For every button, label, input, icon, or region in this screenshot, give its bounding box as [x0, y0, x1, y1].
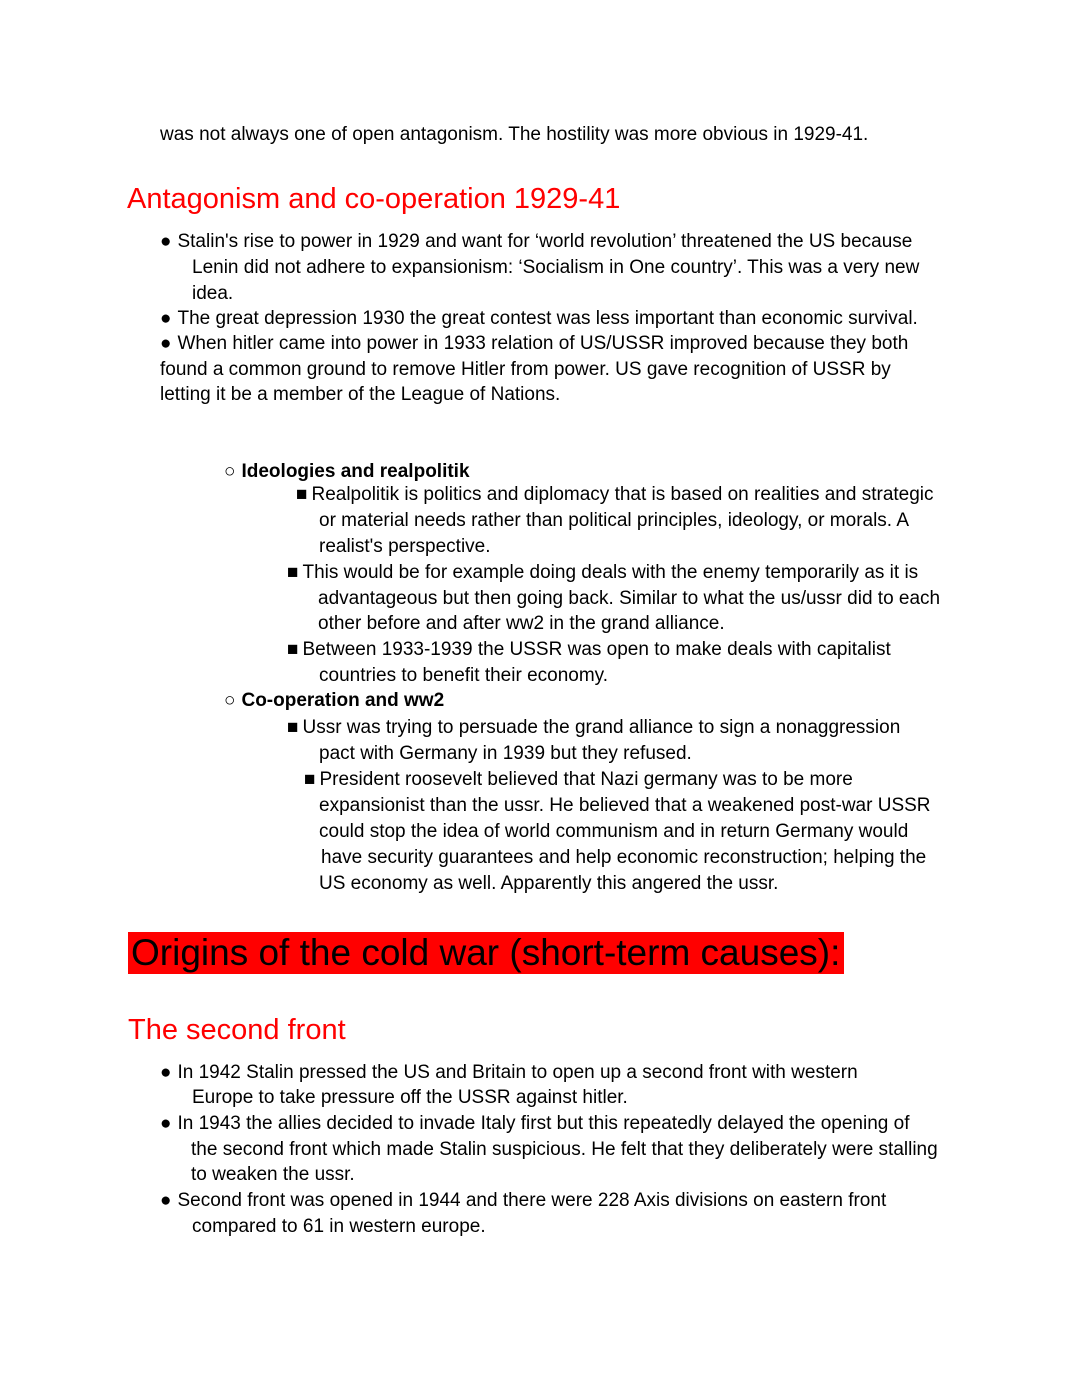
list-continuation: or material needs rather than political principles, ideology, or morals. A — [319, 510, 909, 531]
bullet-icon: ● — [160, 1113, 172, 1134]
bullet-item: ● The great depression 1930 the great contest was less important than economic survival. — [160, 306, 918, 332]
section-heading-antagonism: Antagonism and co-operation 1929-41 — [127, 183, 621, 215]
bullet-continuation: compared to 61 in western europe. — [192, 1216, 486, 1237]
subheading-ideologies: ○ Ideologies and realpolitik — [224, 459, 470, 485]
circle-bullet-icon: ○ — [224, 461, 236, 482]
bullet-continuation: idea. — [192, 283, 234, 304]
main-heading-origins: Origins of the cold war (short-term causes): — [128, 932, 844, 974]
bullet-continuation: found a common ground to remove Hitler from power. US gave recognition of USSR by — [160, 359, 891, 380]
list-continuation: have security guarantees and help economic reconstruction; helping the — [321, 847, 927, 868]
bullet-item: ● When hitler came into power in 1933 relation of US/USSR improved because they both — [160, 331, 908, 357]
list-continuation: advantageous but then going back. Similar to what the us/ussr did to each — [318, 588, 941, 609]
bullet-continuation: Lenin did not adhere to expansionism: ‘Socialism in One country’. This was a very new — [192, 257, 920, 278]
list-continuation: realist's perspective. — [319, 536, 491, 557]
bullet-icon: ● — [160, 333, 172, 354]
bullet-item: ● Second front was opened in 1944 and there were 228 Axis divisions on eastern front — [160, 1188, 886, 1214]
bullet-item: ● In 1943 the allies decided to invade Italy first but this repeatedly delayed the opening of — [160, 1111, 909, 1137]
bullet-continuation: the second front which made Stalin suspicious. He felt that they deliberately were stalling — [191, 1139, 938, 1160]
list-continuation: countries to benefit their economy. — [319, 665, 609, 686]
circle-bullet-icon: ○ — [224, 690, 236, 711]
square-bullet-icon: ■ — [287, 639, 299, 660]
section-heading-second-front: The second front — [128, 1014, 346, 1046]
bullet-continuation: to weaken the ussr. — [191, 1164, 355, 1185]
bullet-item: ● In 1942 Stalin pressed the US and Britain to open up a second front with western — [160, 1060, 858, 1086]
bullet-icon: ● — [160, 231, 172, 252]
list-item: ■ This would be for example doing deals with the enemy temporarily as it is — [287, 560, 918, 586]
bullet-icon: ● — [160, 1062, 172, 1083]
list-item: ■ Between 1933-1939 the USSR was open to make deals with capitalist — [287, 637, 891, 663]
bullet-icon: ● — [160, 308, 172, 329]
list-continuation: US economy as well. Apparently this angered the ussr. — [319, 873, 779, 894]
bullet-continuation: Europe to take pressure off the USSR against hitler. — [192, 1087, 628, 1108]
bullet-icon: ● — [160, 1190, 172, 1211]
list-item: ■ President roosevelt believed that Nazi germany was to be more — [304, 767, 853, 793]
list-continuation: expansionist than the ussr. He believed that a weakened post-war USSR — [319, 795, 931, 816]
list-item: ■ Ussr was trying to persuade the grand alliance to sign a nonaggression — [287, 715, 900, 741]
bullet-continuation: letting it be a member of the League of Nations. — [160, 384, 561, 405]
list-continuation: could stop the idea of world communism and in return Germany would — [319, 821, 909, 842]
square-bullet-icon: ■ — [296, 484, 308, 505]
square-bullet-icon: ■ — [287, 717, 299, 738]
list-continuation: pact with Germany in 1939 but they refused. — [319, 743, 692, 764]
intro-text: was not always one of open antagonism. The hostility was more obvious in 1929-41. — [160, 124, 869, 145]
square-bullet-icon: ■ — [287, 562, 299, 583]
list-item: ■ Realpolitik is politics and diplomacy that is based on realities and strategic — [296, 482, 934, 508]
bullet-item: ● Stalin's rise to power in 1929 and want for ‘world revolution’ threatened the US because — [160, 229, 912, 255]
square-bullet-icon: ■ — [304, 769, 316, 790]
subheading-cooperation: ○ Co-operation and ww2 — [224, 688, 444, 714]
list-continuation: other before and after ww2 in the grand alliance. — [318, 613, 725, 634]
